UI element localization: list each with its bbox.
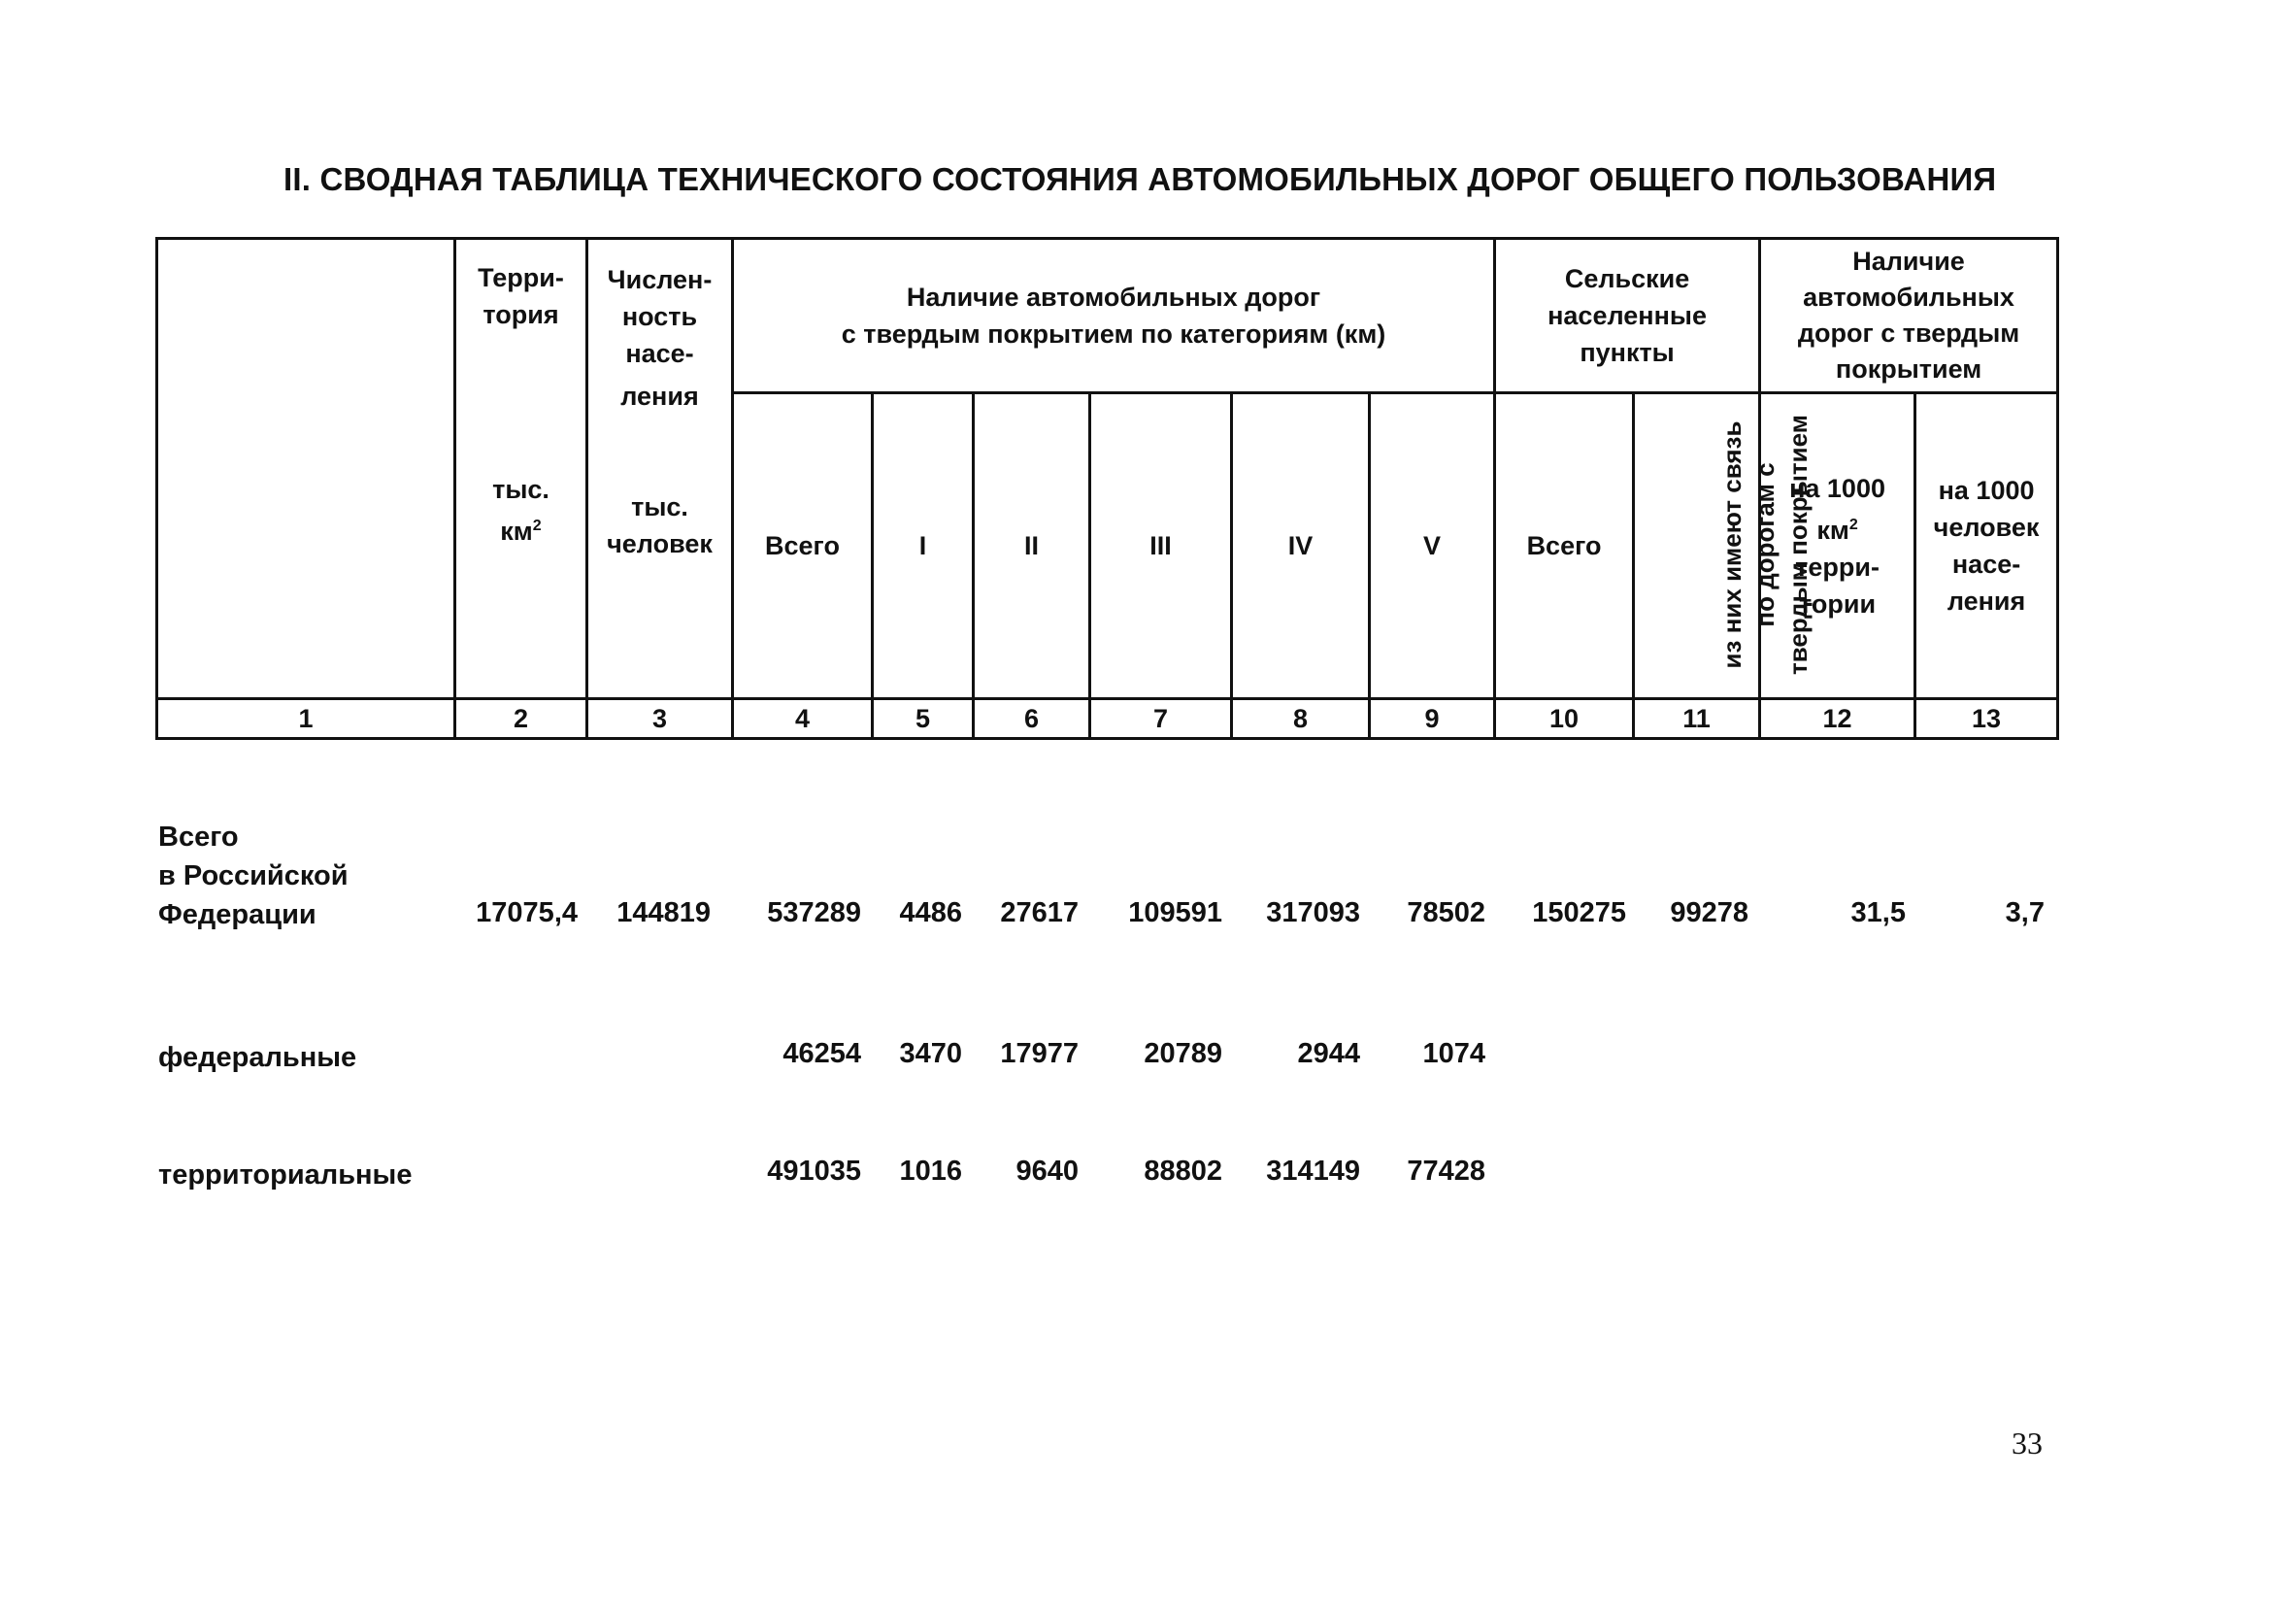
territory-label-2: тория <box>482 300 559 329</box>
col-number: 5 <box>873 699 974 739</box>
col-number: 11 <box>1634 699 1760 739</box>
row-label-total-line-3: Федерации <box>158 899 316 930</box>
per-area-label-4: тории <box>1799 588 1877 619</box>
density-label-4: покрытием <box>1835 354 1982 384</box>
population-label-3: насе- <box>625 339 694 368</box>
header-density <box>1760 239 2058 393</box>
row-label-territorial: территориальные <box>158 1159 413 1191</box>
header-roads-by-category <box>733 239 1495 393</box>
table-cell: 2944 <box>1297 1038 1360 1069</box>
territory-unit-1: тыс. <box>492 475 549 504</box>
table-cell: 3,7 <box>2005 897 2045 928</box>
header-territory <box>455 239 587 699</box>
table-cell: 109591 <box>1128 897 1222 928</box>
header-population <box>587 239 733 699</box>
row-label-total-line-1: Всего <box>158 822 239 853</box>
table-cell: 1016 <box>899 1156 962 1187</box>
table-cell: 3470 <box>899 1038 962 1069</box>
table-cell: 78502 <box>1407 897 1485 928</box>
table-cell: 99278 <box>1670 897 1748 928</box>
roads-category-label-1: Наличие автомобильных дорог <box>906 283 1321 312</box>
header-cat-5: V <box>1370 393 1495 699</box>
table-cell: 144819 <box>616 897 711 928</box>
col-number: 9 <box>1370 699 1495 739</box>
table-cell: 17977 <box>1000 1038 1079 1069</box>
table-cell: 4486 <box>899 897 962 928</box>
table-cell: 27617 <box>1000 897 1079 928</box>
header-cat-3: III <box>1090 393 1232 699</box>
col-number: 8 <box>1232 699 1370 739</box>
page-number: 33 <box>2012 1426 2043 1460</box>
page-title: II. СВОДНАЯ ТАБЛИЦА ТЕХНИЧЕСКОГО СОСТОЯНИЯ АВТОМОБИЛЬНЫХ ДОРОГ ОБЩЕГО ПОЛЬЗОВАНИЯ <box>283 161 1997 197</box>
per-pop-label-1: на 1000 <box>1938 476 2035 505</box>
col-number: 2 <box>455 699 587 739</box>
roads-category-label-2: с твердым покрытием по категориям (км) <box>841 319 1386 349</box>
col-number: 7 <box>1090 699 1232 739</box>
row-label-total <box>158 818 349 934</box>
density-label-2: автомобильных <box>1803 283 2014 312</box>
table-cell: 17075,4 <box>476 897 578 928</box>
col-number: 4 <box>733 699 873 739</box>
density-label-3: дорог с твердым <box>1797 319 2020 348</box>
table-cell: 20789 <box>1144 1038 1222 1069</box>
per-pop-label-3: насе- <box>1951 550 2021 579</box>
table-cell: 31,5 <box>1850 897 1906 928</box>
header-name-cell <box>157 239 455 699</box>
per-area-label-2: $км^2$ <box>1816 515 1858 545</box>
rural-label-3: пункты <box>1580 338 1675 367</box>
rural-connected-label-2: по дорогам с <box>1750 462 1780 627</box>
territory-unit-2: $км^2$ <box>500 517 542 546</box>
population-label-4: ления <box>620 382 699 411</box>
per-pop-label-2: человек <box>1933 513 2040 542</box>
table-cell: 150275 <box>1532 897 1626 928</box>
col-number: 12 <box>1760 699 1915 739</box>
header-rural-connected <box>1634 393 1814 699</box>
table-cell: 314149 <box>1266 1156 1360 1187</box>
population-unit-2: человек <box>607 529 713 558</box>
col-number: 3 <box>587 699 733 739</box>
header-cat-total: Всего <box>733 393 873 699</box>
table-cell: 317093 <box>1266 897 1360 928</box>
col-number: 13 <box>1915 699 2058 739</box>
population-label-1: Числен- <box>607 265 713 294</box>
per-area-label-3: терри- <box>1795 552 1880 582</box>
header-cat-4: IV <box>1232 393 1370 699</box>
table-cell: 88802 <box>1144 1156 1222 1187</box>
col-number: 10 <box>1495 699 1634 739</box>
population-label-2: ность <box>621 302 698 331</box>
header-per-pop <box>1915 393 2058 699</box>
header-cat-1: I <box>873 393 974 699</box>
table-cell: 9640 <box>1015 1156 1079 1187</box>
header-rural-total: Всего <box>1495 393 1634 699</box>
population-unit-1: тыс. <box>631 492 688 521</box>
density-label-1: Наличие <box>1852 247 1965 276</box>
header-rural <box>1495 239 1760 393</box>
territory-label-1: Терри- <box>478 263 564 292</box>
header-cat-2: II <box>974 393 1090 699</box>
row-label-total-line-2: в Российской <box>158 860 349 891</box>
table-cell: 537289 <box>767 897 861 928</box>
rural-label-1: Сельские <box>1564 264 1690 293</box>
rural-connected-label-1: из них имеют связь <box>1717 420 1747 669</box>
rural-label-2: населенные <box>1547 301 1707 330</box>
table-cell: 1074 <box>1422 1038 1485 1069</box>
summary-table-header <box>155 237 2059 740</box>
rural-connected-label-3: твердым покрытием <box>1783 415 1814 675</box>
per-area-label-1: на 1000 <box>1789 473 1885 503</box>
table-cell: 46254 <box>782 1038 861 1069</box>
row-label-federal: федеральные <box>158 1042 357 1073</box>
col-number: 6 <box>974 699 1090 739</box>
col-number: 1 <box>157 699 455 739</box>
per-pop-label-4: ления <box>1947 587 2026 616</box>
table-cell: 491035 <box>767 1156 861 1187</box>
table-cell: 77428 <box>1407 1156 1485 1187</box>
